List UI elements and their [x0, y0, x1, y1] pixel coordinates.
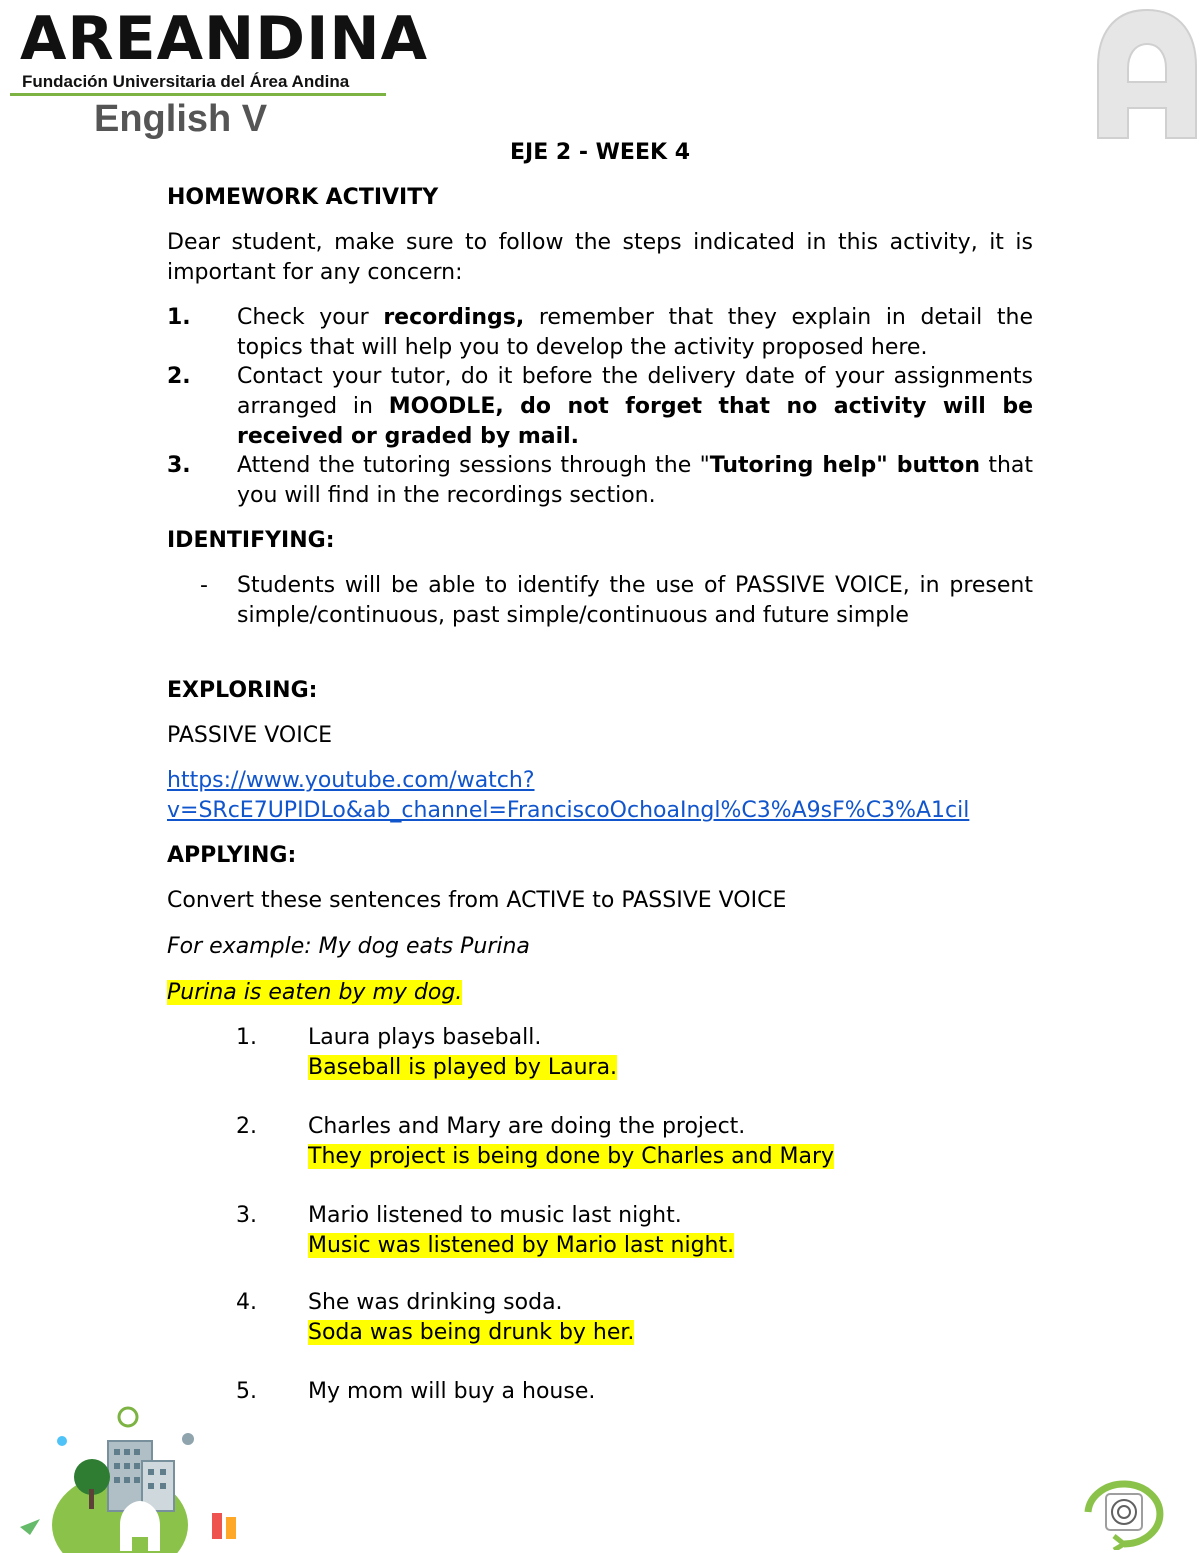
exercise-1 — [236, 1023, 1036, 1083]
exercise-number: 1. — [236, 1025, 257, 1050]
identifying-bullet — [200, 571, 1033, 631]
step-number: 1. — [167, 305, 191, 330]
step-text-bold: recordings, — [383, 305, 525, 330]
areandina-logo: AREANDINA — [20, 4, 429, 74]
page-title: EJE 2 - WEEK 4 — [510, 140, 690, 165]
exploring-topic: PASSIVE VOICE — [167, 723, 332, 748]
exercise-number: 4. — [236, 1290, 257, 1315]
step-number: 2. — [167, 364, 191, 389]
exercise-sentence: Laura plays baseball. — [308, 1025, 542, 1050]
exercise-sentence: She was drinking soda. — [308, 1290, 563, 1315]
exercise-sentence: My mom will buy a house. — [308, 1379, 596, 1404]
bullet-mark: - — [200, 573, 208, 598]
step-text-part: Contact your tutor, do it before the delivery date of your assignments arranged in — [237, 364, 1033, 419]
logo-divider — [10, 93, 386, 96]
example-sentence: For example: My dog eats Purina — [167, 934, 530, 959]
step-1 — [167, 303, 1033, 363]
exercise-2 — [236, 1112, 1036, 1172]
exercise-answer: Soda was being drunk by her. — [308, 1320, 635, 1345]
step-text — [237, 303, 1033, 363]
exercise-3 — [236, 1201, 1036, 1261]
areandina-watermark-icon — [1092, 4, 1200, 144]
exercise-body — [308, 1112, 1036, 1172]
exercise-number: 5. — [236, 1379, 257, 1404]
step-text — [237, 362, 1033, 452]
eco-campus-illustration-icon — [0, 1405, 260, 1553]
exercise-sentence: Charles and Mary are doing the project. — [308, 1114, 746, 1139]
exercise-5 — [236, 1377, 1036, 1407]
exercise-body — [308, 1023, 1036, 1083]
exercise-answer: Music was listened by Mario last night. — [308, 1233, 735, 1258]
link-line[interactable]: v=SRcE7UPIDLo&ab_channel=FranciscoOchoaIngl%C3%A9sF%C3%A1cil — [167, 798, 970, 823]
applying-instruction: Convert these sentences from ACTIVE to PASSIVE VOICE — [167, 888, 787, 913]
youtube-link[interactable] — [167, 766, 1067, 826]
exercise-answer: Baseball is played by Laura. — [308, 1055, 618, 1080]
exercise-answer: They project is being done by Charles and Mary — [308, 1144, 835, 1169]
step-text-part: Check your — [237, 305, 384, 330]
identifying-heading: IDENTIFYING: — [167, 528, 335, 553]
exercise-body — [308, 1201, 1036, 1261]
bullet-text: Students will be able to identify the use of PASSIVE VOICE, in present simple/continuous, past simple/continuous and future simple — [237, 573, 1033, 628]
exercise-number: 3. — [236, 1203, 257, 1228]
applying-heading: APPLYING: — [167, 843, 297, 868]
example-answer — [167, 978, 1033, 1008]
step-text-part: remember that they explain in detail the topics that will help you to develop the activity proposed here. — [237, 305, 1033, 360]
exercise-body — [308, 1288, 1036, 1348]
exercise-number: 2. — [236, 1114, 257, 1139]
exercise-sentence: Mario listened to music last night. — [308, 1203, 682, 1228]
fingerprint-badge-icon — [1074, 1474, 1174, 1550]
link-line[interactable]: https://www.youtube.com/watch? — [167, 768, 535, 793]
step-text-part: Attend the tutoring sessions through the " — [237, 453, 710, 478]
course-title: English V — [94, 98, 268, 140]
step-text-bold: Tutoring help" button — [709, 453, 980, 478]
step-text-part: that you will find in the recordings section. — [237, 453, 1033, 508]
homework-heading: HOMEWORK ACTIVITY — [167, 185, 439, 210]
exercise-4 — [236, 1288, 1036, 1348]
step-text-bold: MOODLE, do not forget that no activity will be received or graded by mail. — [237, 394, 1033, 449]
step-2 — [167, 362, 1033, 452]
highlighted-answer: Purina is eaten by my dog. — [167, 980, 463, 1005]
exploring-heading: EXPLORING: — [167, 678, 318, 703]
intro-paragraph: Dear student, make sure to follow the steps indicated in this activity, it is important for any concern: — [167, 230, 1033, 285]
exercise-body — [308, 1377, 1036, 1407]
step-text — [237, 451, 1033, 511]
step-3 — [167, 451, 1033, 511]
step-number: 3. — [167, 453, 191, 478]
logo-subtitle: Fundación Universitaria del Área Andina — [22, 72, 350, 91]
